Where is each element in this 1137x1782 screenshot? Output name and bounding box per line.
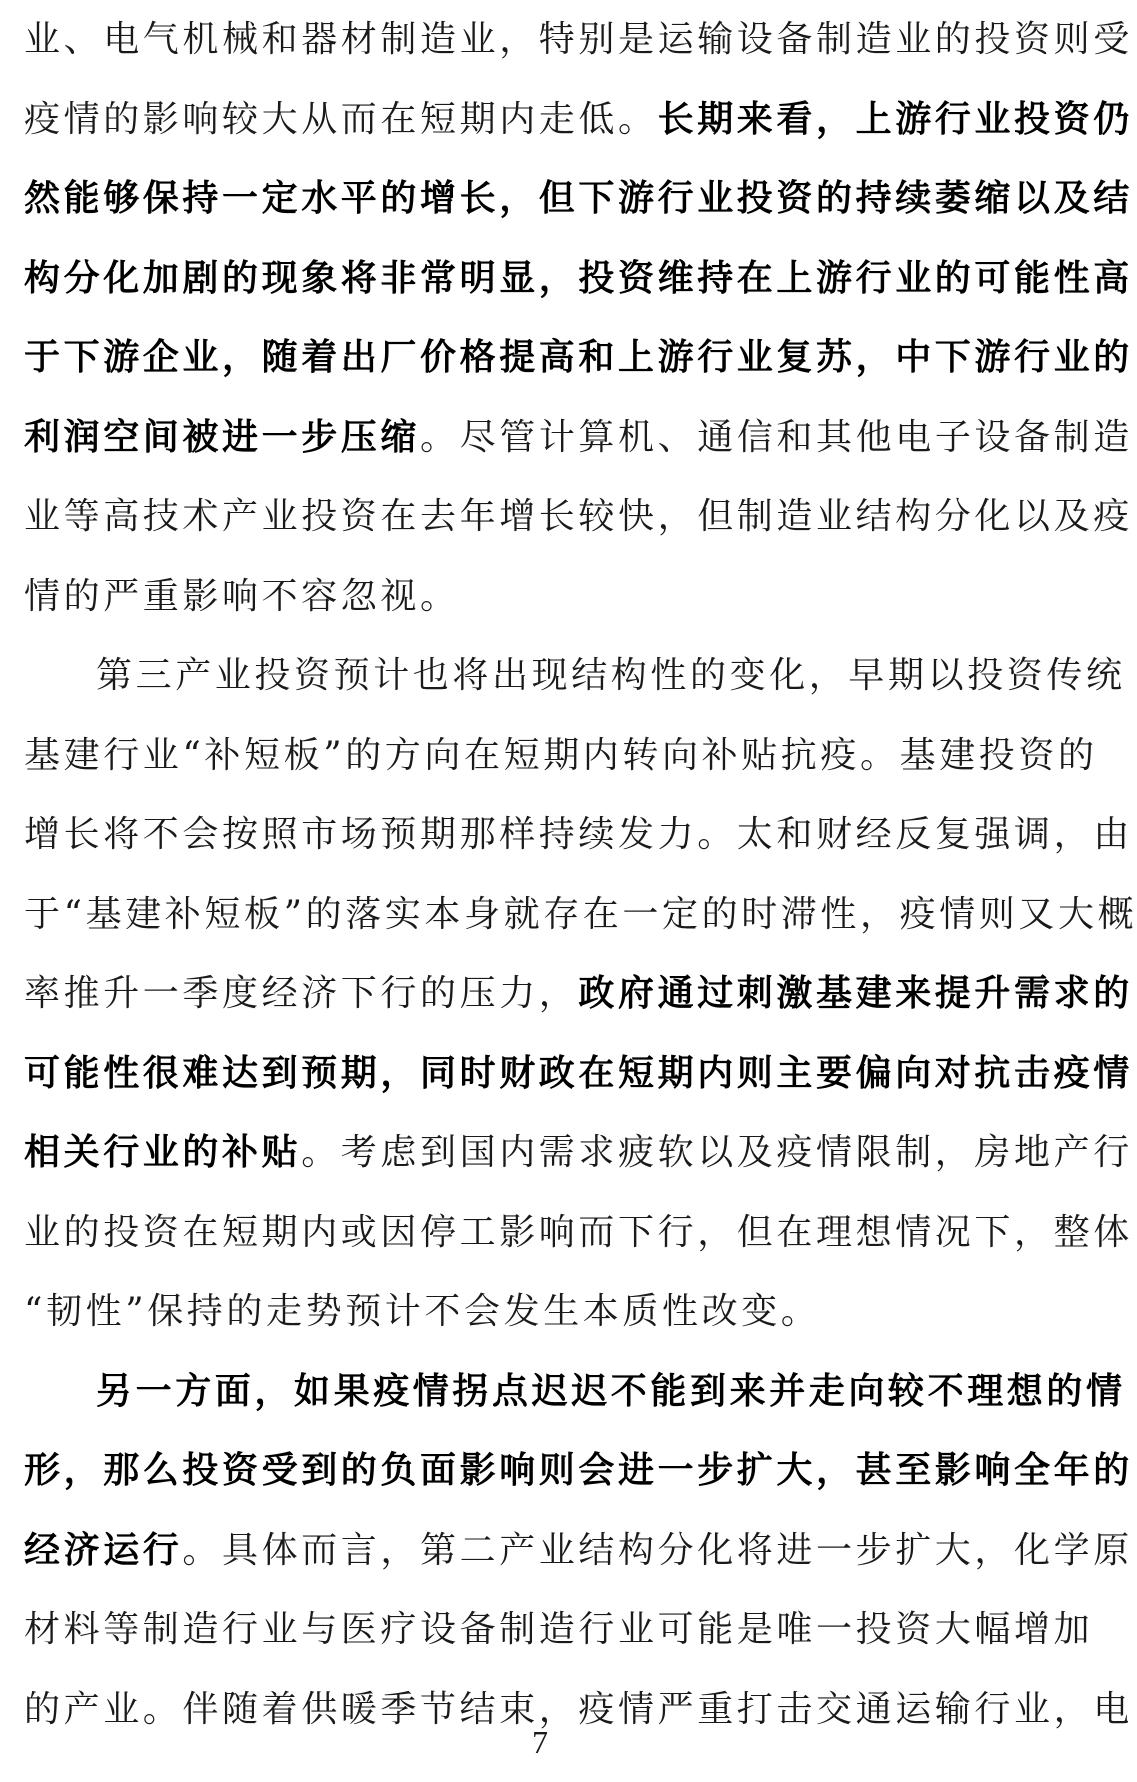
text-segment: “韧性”保持的走势预计不会发生本质性改变。 — [24, 1291, 821, 1332]
text-line — [24, 1431, 1133, 1511]
text-line — [24, 318, 1133, 398]
text-segment: 第三产业投资预计也将出现结构性的变化，早期以投资传统 — [96, 655, 1126, 696]
page-number: 7 — [532, 1724, 548, 1760]
text-segment: 情的严重影响不容忽视。 — [24, 575, 460, 617]
text-segment: 疫情的影响较大从而在短期内走低。 — [24, 98, 658, 140]
paragraph — [24, 1352, 1133, 1750]
bold-text-segment: 于下游企业，随着出厂价格提高和上游行业复苏，中下游行业的 — [24, 336, 1133, 378]
bold-text-segment: 相关行业的补贴 — [24, 1131, 302, 1173]
text-segment: 于“基建补短板”的落实本身就存在一定的时滞性，疫情则又大概 — [24, 893, 1137, 935]
text-line — [24, 1511, 1133, 1591]
text-segment: 业的投资在短期内或因停工影响而下行，但在理想情况下，整体 — [24, 1211, 1133, 1253]
text-line — [24, 239, 1133, 319]
text-line — [24, 1034, 1133, 1114]
text-segment: 的产业。伴随着供暖季节结束，疫情严重打击交通运输行业，电 — [24, 1688, 1133, 1730]
text-segment: 。具体而言，第二产业结构分化将进一步扩大，化学原 — [182, 1529, 1133, 1571]
text-segment: 业、电气机械和器材制造业，特别是运输设备制造业的投资则受 — [24, 19, 1133, 60]
text-line — [24, 1193, 1133, 1273]
text-line — [24, 398, 1133, 478]
bold-text-segment: 另一方面，如果疫情拐点迟迟不能到来并走向较不理想的情 — [96, 1369, 1126, 1412]
text-segment: 增长将不会按照市场预期那样持续发力。太和财经反复强调，由 — [24, 814, 1133, 855]
text-segment: 。考虑到国内需求疲软以及疫情限制，房地产行 — [301, 1132, 1133, 1173]
text-line — [24, 795, 1133, 875]
text-line — [24, 1590, 1094, 1670]
bold-text-segment: 形，那么投资受到的负面影响则会进一步扩大，甚至影响全年的 — [24, 1449, 1133, 1491]
text-segment: 率推升一季度经济下行的压力， — [24, 973, 579, 1014]
paragraph — [24, 636, 1137, 1352]
paragraph — [24, 0, 1133, 636]
text-line — [24, 875, 1137, 955]
text-segment: 。尽管计算机、通信和其他电子设备制造 — [420, 416, 1133, 458]
text-line — [24, 0, 1133, 80]
text-line — [24, 1352, 1126, 1432]
text-line — [24, 954, 1133, 1034]
text-line — [24, 1272, 1056, 1352]
text-segment: 基建行业“补短板”的方向在短期内转向补贴抗疫。基建投资的 — [24, 734, 1098, 776]
text-line — [24, 477, 1133, 557]
bold-text-segment: 构分化加剧的现象将非常明显，投资维持在上游行业的可能性高 — [24, 256, 1133, 299]
bold-text-segment: 然能够保持一定水平的增长，但下游行业投资的持续萎缩以及结 — [24, 177, 1133, 219]
text-line — [24, 557, 1056, 637]
body-text — [24, 0, 1137, 1749]
text-line — [24, 159, 1133, 239]
bold-text-segment: 经济运行 — [24, 1528, 183, 1571]
bold-text-segment: 政府通过刺激基建来提升需求的 — [578, 972, 1133, 1014]
text-line — [24, 80, 1133, 160]
text-line — [24, 1113, 1133, 1193]
text-line — [24, 716, 1098, 796]
bold-text-segment: 可能性很难达到预期，同时财政在短期内则主要偏向对抗击疫情 — [24, 1051, 1133, 1094]
text-segment: 业等高技术产业投资在去年增长较快，但制造业结构分化以及疫 — [24, 496, 1133, 537]
text-line — [24, 636, 1126, 716]
bold-text-segment: 长期来看，上游行业投资仍 — [657, 97, 1133, 140]
bold-text-segment: 利润空间被进一步压缩 — [24, 415, 421, 458]
text-segment: 材料等制造行业与医疗设备制造行业可能是唯一投资大幅增加 — [24, 1609, 1094, 1650]
